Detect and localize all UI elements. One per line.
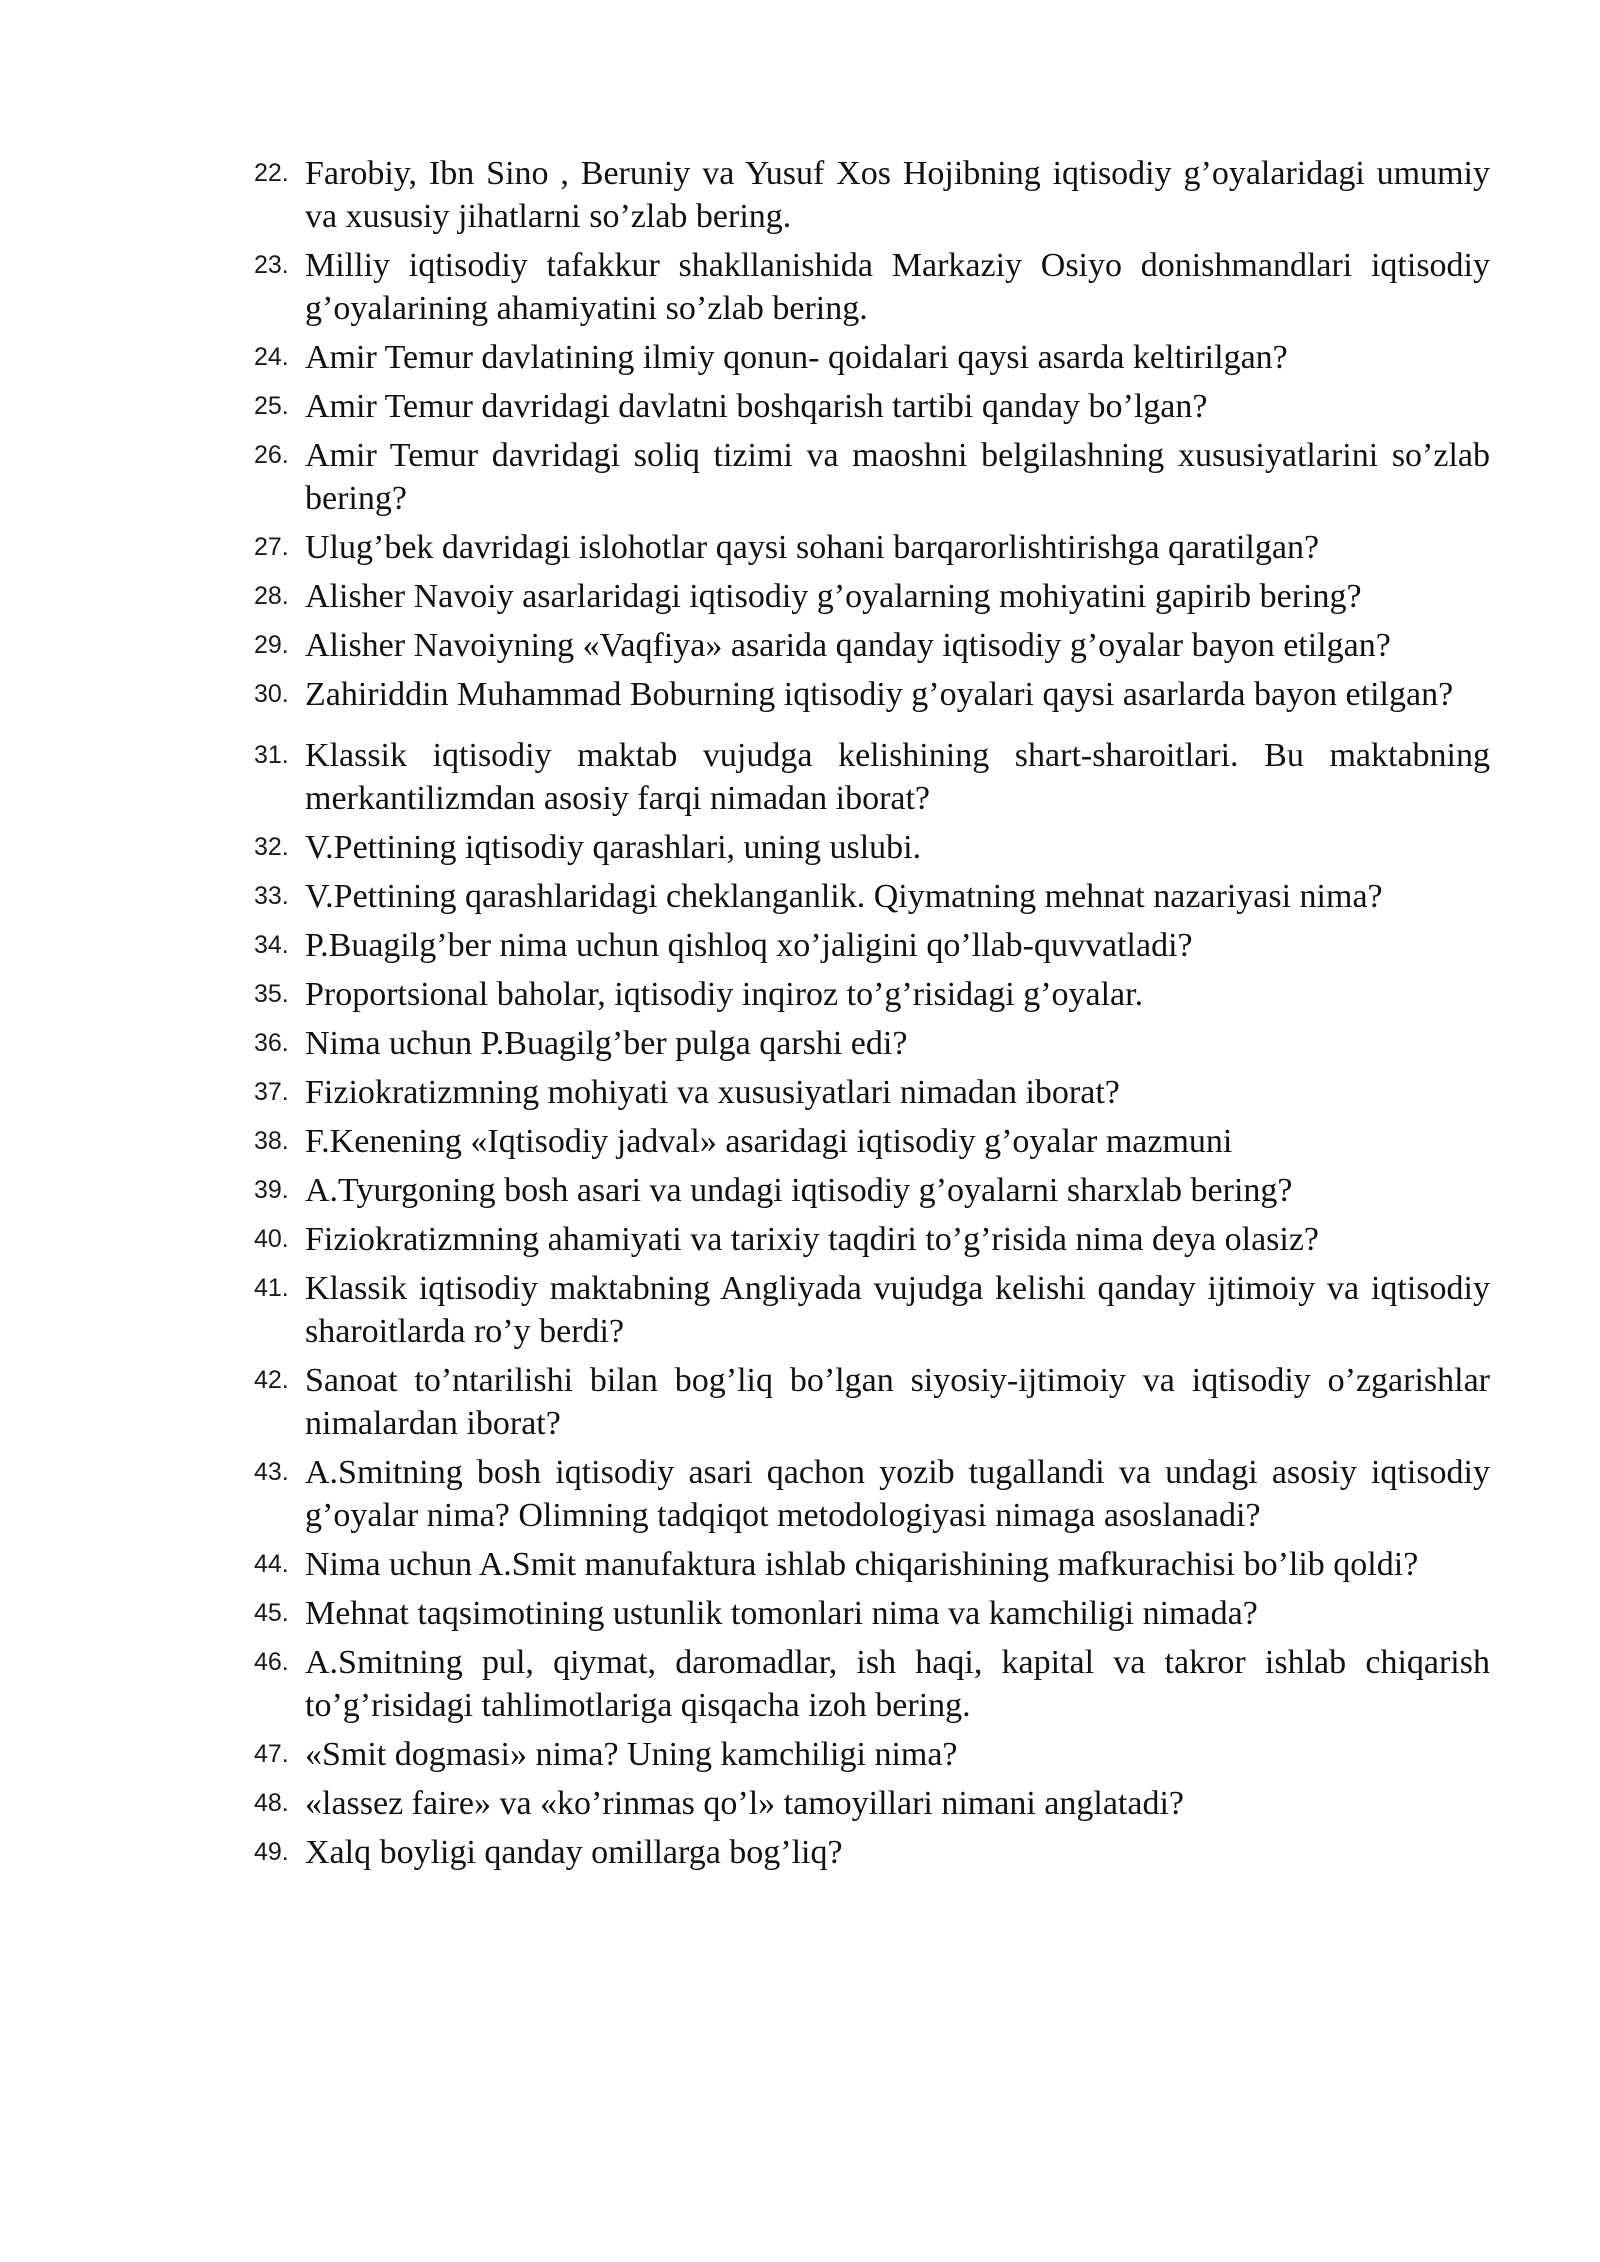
question-text: Farobiy, Ibn Sino , Beruniy va Yusuf Xos Hojibning iqtisodiy g’oyalaridagi umumiy va xususiy jihatlarni so’zlab bering.: [305, 155, 1490, 235]
question-text: A.Tyurgoning bosh asari va undagi iqtisodiy g’oyalarni sharxlab bering?: [305, 1172, 1293, 1209]
question-number: 34.: [254, 931, 289, 959]
question-item: [254, 875, 1490, 918]
question-number: 25.: [254, 392, 289, 420]
question-text: Nima uchun A.Smit manufaktura ishlab chiqarishining mafkurachisi bo’lib qoldi?: [305, 1546, 1419, 1583]
question-text: A.Smitning bosh iqtisodiy asari qachon yozib tugallandi va undagi asosiy iqtisodiy g’oyalar nima? Olimning tadqiqot metodologiyasi nimaga asoslanadi?: [305, 1454, 1490, 1534]
question-number: 27.: [254, 533, 289, 561]
question-text: V.Pettining qarashlaridagi cheklanganlik. Qiymatning mehnat nazariyasi nima?: [305, 878, 1383, 915]
question-item: [254, 1169, 1490, 1212]
question-item: [254, 1451, 1490, 1537]
question-number: 30.: [254, 680, 289, 708]
question-number: 23.: [254, 251, 289, 279]
question-item: [254, 244, 1490, 330]
question-text: Ulug’bek davridagi islohotlar qaysi sohani barqarorlishtirishga qaratilgan?: [305, 529, 1320, 566]
question-number: 28.: [254, 582, 289, 610]
question-text: Klassik iqtisodiy maktabning Angliyada vujudga kelishi qanday ijtimoiy va iqtisodiy sharoitlarda ro’y berdi?: [305, 1270, 1490, 1350]
question-text: Amir Temur davlatining ilmiy qonun- qoidalari qaysi asarda keltirilgan?: [305, 339, 1288, 376]
question-item: [254, 734, 1490, 820]
question-number: 41.: [254, 1274, 289, 1302]
question-item: [254, 152, 1490, 238]
question-item: [254, 673, 1490, 716]
question-number: 39.: [254, 1176, 289, 1204]
question-text: F.Kenening «Iqtisodiy jadval» asaridagi iqtisodiy g’oyalar mazmuni: [305, 1123, 1233, 1160]
question-number: 31.: [254, 741, 289, 769]
question-text: Alisher Navoiy asarlaridagi iqtisodiy g’oyalarning mohiyatini gapirib bering?: [305, 578, 1362, 615]
question-number: 46.: [254, 1648, 289, 1676]
question-item: [254, 1120, 1490, 1163]
question-item: [254, 826, 1490, 869]
question-number: 37.: [254, 1078, 289, 1106]
question-item: [254, 1641, 1490, 1727]
question-text: Zahiriddin Muhammad Boburning iqtisodiy g’oyalari qaysi asarlarda bayon etilgan?: [305, 676, 1454, 713]
question-text: «lassez faire» va «ko’rinmas qo’l» tamoyillari nimani anglatadi?: [305, 1785, 1184, 1822]
question-number: 24.: [254, 343, 289, 371]
question-item: [254, 1782, 1490, 1825]
question-text: Nima uchun P.Buagilg’ber pulga qarshi edi?: [305, 1025, 908, 1062]
question-number: 47.: [254, 1740, 289, 1768]
question-item: [254, 1543, 1490, 1586]
question-number: 44.: [254, 1550, 289, 1578]
question-number: 38.: [254, 1127, 289, 1155]
question-number: 40.: [254, 1225, 289, 1253]
question-text: Sanoat to’ntarilishi bilan bog’liq bo’lgan siyosiy-ijtimoiy va iqtisodiy o’zgarishlar nimalardan iborat?: [305, 1362, 1490, 1442]
question-text: A.Smitning pul, qiymat, daromadlar, ish haqi, kapital va takror ishlab chiqarish to’g’risidagi tahlimotlariga qisqacha izoh bering.: [305, 1644, 1490, 1724]
question-item: [254, 434, 1490, 520]
question-number: 45.: [254, 1599, 289, 1627]
question-item: [254, 526, 1490, 569]
question-text: Amir Temur davridagi soliq tizimi va maoshni belgilashning xususiyatlarini so’zlab bering?: [305, 437, 1490, 517]
question-number: 43.: [254, 1458, 289, 1486]
question-number: 35.: [254, 980, 289, 1008]
question-item: [254, 385, 1490, 428]
question-item: [254, 1359, 1490, 1445]
question-item: [254, 1022, 1490, 1065]
question-item: [254, 624, 1490, 667]
question-number: 32.: [254, 833, 289, 861]
question-item: [254, 924, 1490, 967]
question-number: 29.: [254, 631, 289, 659]
question-number: 48.: [254, 1789, 289, 1817]
question-text: Milliy iqtisodiy tafakkur shakllanishida Markaziy Osiyo donishmandlari iqtisodiy g’oyalarining ahamiyatini so’zlab bering.: [305, 247, 1490, 327]
question-item: [254, 336, 1490, 379]
question-number: 49.: [254, 1838, 289, 1866]
question-text: Fiziokratizmning ahamiyati va tarixiy taqdiri to’g’risida nima deya olasiz?: [305, 1221, 1320, 1258]
question-item: [254, 575, 1490, 618]
question-text: V.Pettining iqtisodiy qarashlari, uning uslubi.: [305, 829, 922, 866]
question-text: Alisher Navoiyning «Vaqfiya» asarida qanday iqtisodiy g’oyalar bayon etilgan?: [305, 627, 1391, 664]
question-number: 26.: [254, 441, 289, 469]
question-text: P.Buagilg’ber nima uchun qishloq xo’jaligini qo’llab-quvvatladi?: [305, 927, 1193, 964]
question-item: [254, 1267, 1490, 1353]
question-number: 22.: [254, 159, 289, 187]
question-list: [254, 152, 1490, 1880]
question-item: [254, 1831, 1490, 1874]
question-text: Xalq boyligi qanday omillarga bog’liq?: [305, 1834, 843, 1871]
question-item: [254, 1218, 1490, 1261]
question-item: [254, 1733, 1490, 1776]
question-item: [254, 973, 1490, 1016]
question-number: 36.: [254, 1029, 289, 1057]
question-item: [254, 1071, 1490, 1114]
question-text: Mehnat taqsimotining ustunlik tomonlari nima va kamchiligi nimada?: [305, 1595, 1258, 1632]
question-text: Amir Temur davridagi davlatni boshqarish tartibi qanday bo’lgan?: [305, 388, 1208, 425]
question-number: 42.: [254, 1366, 289, 1394]
question-text: Fiziokratizmning mohiyati va xususiyatlari nimadan iborat?: [305, 1074, 1120, 1111]
question-text: Klassik iqtisodiy maktab vujudga kelishining shart-sharoitlari. Bu maktabning merkantilizmdan asosiy farqi nimadan iborat?: [305, 737, 1490, 817]
question-text: Proportsional baholar, iqtisodiy inqiroz to’g’risidagi g’oyalar.: [305, 976, 1144, 1013]
question-number: 33.: [254, 882, 289, 910]
question-item: [254, 1592, 1490, 1635]
question-text: «Smit dogmasi» nima? Uning kamchiligi nima?: [305, 1736, 958, 1773]
